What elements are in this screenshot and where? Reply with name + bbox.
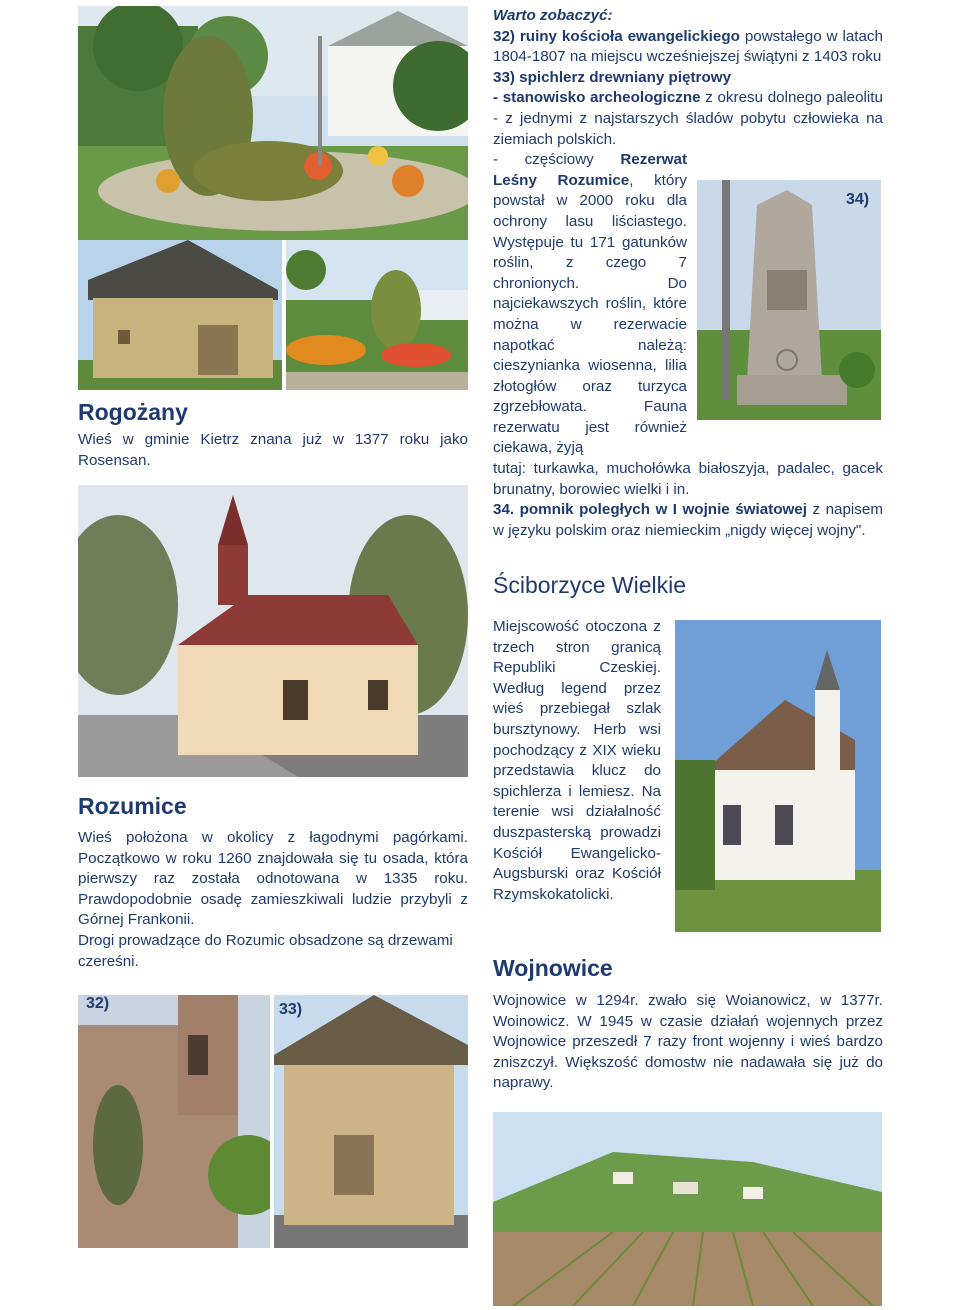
rogozany-title: Rogożany xyxy=(78,399,188,425)
sight-32-desc: powstałego w latach 1804-1807 na miejscu wcześniejszej świątyni z 1403 roku xyxy=(493,27,883,66)
village-landscape-photo xyxy=(493,1112,882,1306)
sight-34-desc: z napisem w języku polskim oraz niemieckim „nigdy więcej wojny". xyxy=(493,501,883,539)
rozumice-paragraph-1: Wieś położona w okolicy z łagodnymi pagórkami. Początkowo w roku 1260 znajdowała się tu osada, która pierwszy raz została odnotowana w 1335 roku. Prawdopodobnie osadę zamieszkiwali ludzie przybyli z Górnej Frankonii. xyxy=(78,829,468,929)
archaeology-site-desc: z okresu dolnego paleolitu - z jednymi z najstarszych śladów pobytu człowieka na ziemiach polskich. xyxy=(493,89,883,148)
ruins-photo xyxy=(78,995,270,1248)
granary-photo xyxy=(78,240,282,390)
wojnowice-text: Wojnowice w 1294r. zwało się Woianowicz, w 1377r. Woinowicz. W 1945 w czasie działań wojennych przez Wojnowice przeszedł 7 razy front wojenny i wieś bardzo zniszczył. Większość domostw nie nadawała się już do naprawy. xyxy=(493,992,883,1092)
rozumice-text xyxy=(78,828,468,972)
reserve-prefix: - częściowy xyxy=(493,151,594,169)
photo-label-33: 33) xyxy=(279,1001,303,1018)
reserve-desc: , który powstał w 2000 roku dla ochrony lasu liściastego. Występuje tu 171 gatunków roślin, z czego 7 chronionych. Do najciekawszych roślin, które można w rezerwacie napotkać należą: cieszynianka wiosenna, lilia złotogłów oraz turzyca zgrzebłowata. Fauna rezerwatu jest również ciekawa, żyją xyxy=(493,171,687,457)
archaeology-site-name: - stanowisko archeologiczne xyxy=(493,89,701,107)
reserve-fauna: tutaj: turkawka, muchołówka białoszyja, padalec, gacek brunatny, borowiec wielki i in. xyxy=(493,460,883,498)
flower-garden-photo xyxy=(286,240,468,390)
granary-ruin-photo xyxy=(274,995,468,1248)
rozumice-paragraph-2: Drogi prowadzące do Rozumic obsadzone są drzewami czereśni. xyxy=(78,931,453,970)
rogozany-text: Wieś w gminie Kietrz znana już w 1377 roku jako Rosensan. xyxy=(78,431,468,469)
sight-33-name: 33) spichlerz drewniany piętrowy xyxy=(493,68,732,86)
rozumice-title: Rozumice xyxy=(78,793,187,819)
photo-label-34: 34) xyxy=(846,191,870,208)
wojnowice-title: Wojnowice xyxy=(493,955,613,981)
reserve-name: Rezerwat Leśny Rozumice xyxy=(493,151,687,189)
sciborzyce-title: Ściborzyce Wielkie xyxy=(493,572,686,598)
sciborzyce-text: Miejscowość otoczona z trzech stron granicą Republiki Czeskiej. Według legend przez wieś przebiegał szlak bursztynowy. Herb wsi pochodzący z XIX wieku przedstawia klucz do spichlerza i lemiesz. Na terenie wsi działalność duszpasterską prowadzi Kościół Ewangelicko-Augsburski oraz Kościół Rzymskokatolicki. xyxy=(493,618,661,903)
sight-32-name: ruiny kościoła ewangelickiego xyxy=(519,27,740,45)
flower-sculpture-photo xyxy=(78,6,468,240)
church-photo xyxy=(675,620,881,932)
sight-32-number: 32) xyxy=(493,27,515,45)
chapel-photo xyxy=(78,485,468,777)
sights-section xyxy=(493,6,883,541)
photo-label-32: 32) xyxy=(86,995,110,1012)
sights-heading: Warto zobaczyć: xyxy=(493,7,613,24)
sight-34-name: 34. pomnik poległych w I wojnie światowej xyxy=(493,501,807,519)
